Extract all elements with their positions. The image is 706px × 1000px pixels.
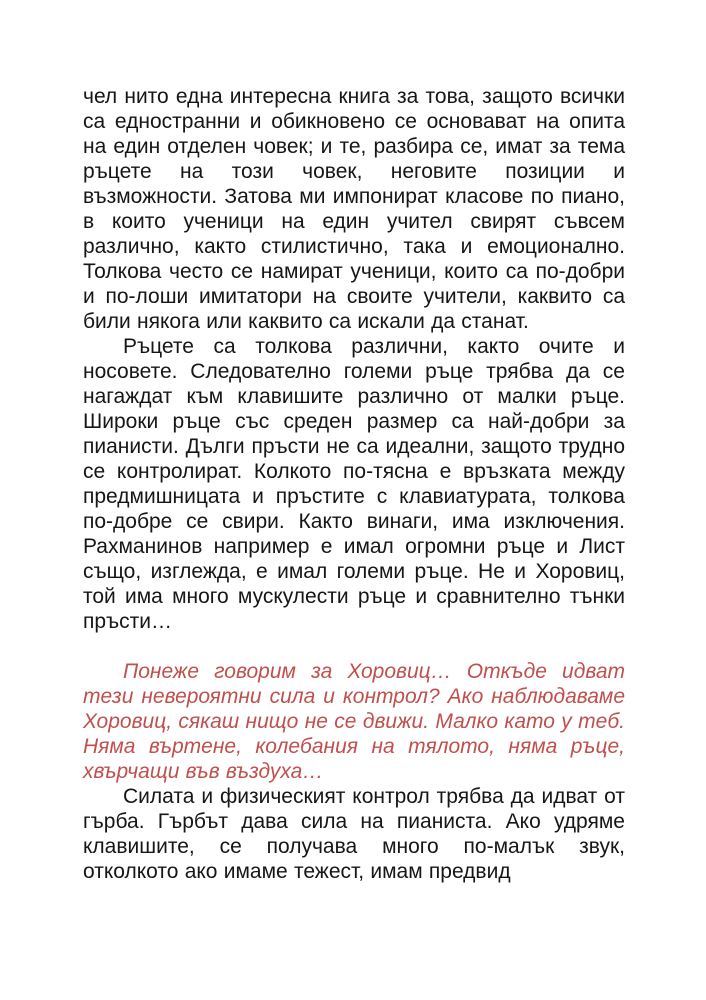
- paragraph-book-critique-continuation: чел нито една интересна книга за това, защото всички са едностранни и обикновено се основават на опита на един отделен човек; и те, разбира се, имат за тема ръцете на този човек, неговите позиции и възможности. Затова ми импонират класове по пиано, в които ученици на един учител свирят съвсем различно, както стилистично, така и емоционално. Толкова често се намират ученици, които са по-добри и по-лоши имитатори на своите учители, каквито са били някога или каквито са искали да станат.: [83, 85, 625, 333]
- text-column: [83, 84, 625, 884]
- paragraph-hands-differences: Ръцете са толкова различни, както очите и носовете. Следователно големи ръце трябва да се нагаждат към клавишите различно от малки ръце. Широки ръце със среден размер са най-добри за пианисти. Дълги пръсти не са идеални, защото трудно се контролират. Колкото по-тясна е връзката между предмишницата и пръстите с клавиатурата, толкова по-добре се свири. Както винаги, има изключения. Рахманинов например е имал огромни ръце и Лист също, изглежда, е имал големи ръце. Не и Хоровиц, той има много мускулести ръце и сравнително тънки пръсти…: [83, 335, 625, 633]
- paragraph-answer-strength-from-back: Силата и физическият контрол трябва да идват от гърба. Гърбът дава сила на пианиста. Ако удряме клавишите, се получава много по-малък звук, отколкото ако имаме тежест, имам предвид: [83, 785, 625, 883]
- paragraph-interviewer-question: Понеже говорим за Хоровиц… Откъде идват тези невероятни сила и контрол? Ако наблюдаваме Хоровиц, сякаш нищо не се движи. Малко като у теб. Няма въртене, колебания на тялото, няма ръце, хвърчащи във въздуха…: [83, 660, 625, 783]
